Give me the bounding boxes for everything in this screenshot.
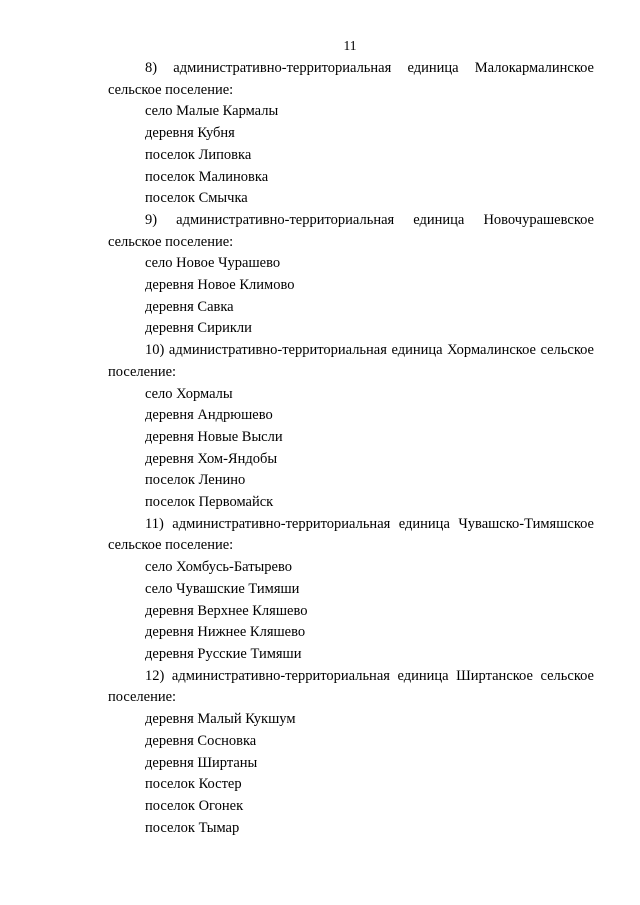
settlement-item: поселок Малиновка [145, 168, 269, 185]
settlement-item: поселок Огонек [145, 797, 244, 814]
section-heading-12: 12) административно-территориальная единица Ширтанское сельское поселение: [108, 667, 594, 706]
settlement-item: поселок Смычка [145, 190, 248, 207]
settlement-item: поселок Липовка [145, 146, 252, 163]
settlement-item: поселок Ленино [145, 472, 246, 489]
settlement-item: село Новое Чурашево [145, 255, 281, 272]
settlement-item: поселок Костер [145, 776, 242, 793]
settlement-item: поселок Тымар [145, 819, 240, 836]
document-body [108, 58, 594, 839]
settlement-item: деревня Русские Тимяши [145, 645, 302, 662]
settlement-item: деревня Новые Высли [145, 428, 283, 445]
page-number: 11 [343, 38, 357, 53]
settlement-item: деревня Верхнее Кляшево [145, 602, 308, 619]
section-heading-9: 9) административно-территориальная единица Новочурашевское сельское поселение: [108, 211, 594, 250]
section-heading-10: 10) административно-территориальная единица Хормалинское сельское поселение: [108, 342, 594, 380]
settlement-item: деревня Нижнее Кляшево [145, 624, 306, 641]
section-heading-8: 8) административно-территориальная единица Малокармалинское сельское поселение: [108, 60, 594, 98]
settlement-item: деревня Савка [145, 298, 234, 315]
settlement-item: село Хормалы [145, 385, 233, 402]
settlement-item: деревня Андрюшево [145, 407, 273, 424]
settlement-item: деревня Ширтаны [145, 754, 258, 771]
settlement-item: деревня Сирикли [145, 320, 252, 337]
section-heading-11: 11) административно-территориальная единица Чувашско-Тимяшское сельское поселение: [108, 515, 594, 554]
settlement-item: деревня Сосновка [145, 732, 257, 749]
settlement-item: село Хомбусь-Батырево [145, 559, 292, 576]
settlement-item: деревня Новое Климово [145, 277, 295, 294]
settlement-item: деревня Кубня [145, 125, 235, 142]
settlement-item: село Чувашские Тимяши [145, 580, 300, 597]
settlement-item: деревня Хом-Яндобы [145, 450, 278, 467]
settlement-item: деревня Малый Кукшум [145, 711, 296, 728]
settlement-item: поселок Первомайск [145, 494, 274, 511]
settlement-item: село Малые Кармалы [145, 103, 279, 120]
